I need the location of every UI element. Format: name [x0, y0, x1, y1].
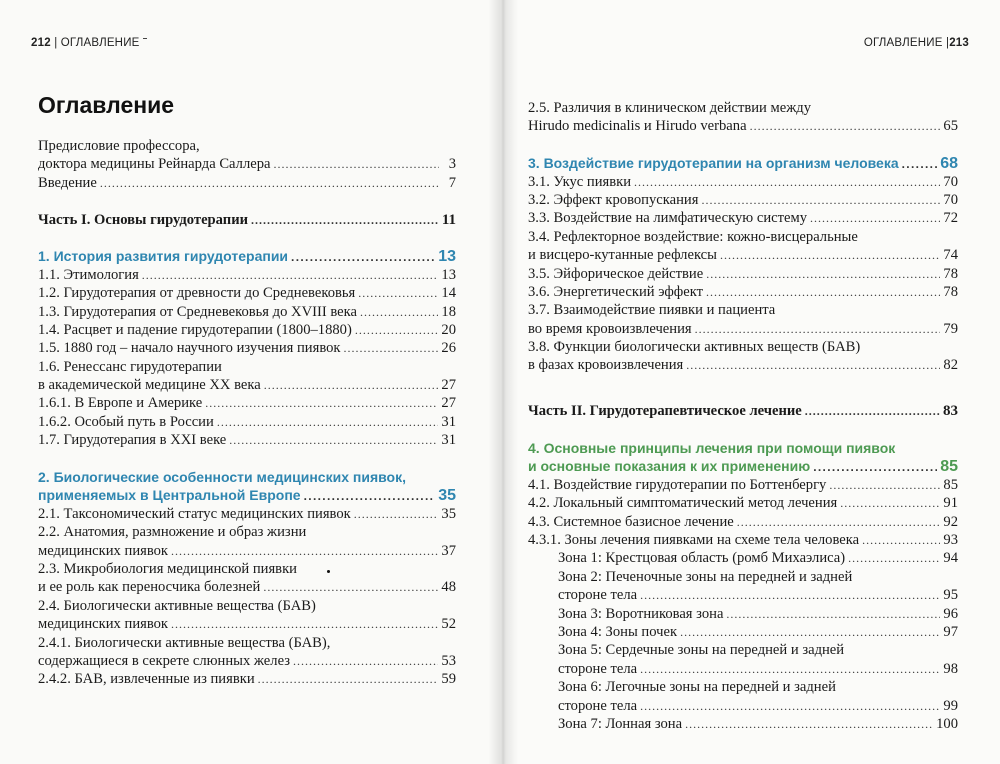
toc-entry [528, 641, 958, 659]
toc-dot-leader [902, 154, 938, 173]
toc-spacer [528, 393, 958, 402]
toc-entry-page: 52 [441, 616, 456, 633]
toc-entry-page: 31 [441, 413, 456, 430]
toc-entry-page: 7 [448, 174, 456, 191]
toc-dot-leader [706, 283, 940, 301]
toc-entry-title: доктора медицины Рейнарда Саллера [38, 156, 271, 173]
toc-entry [528, 283, 958, 301]
toc-entry-page: 68 [940, 155, 958, 173]
toc-entry-page: 31 [441, 432, 456, 449]
toc-entry-title: содержащиеся в секрете слюнных желез [38, 652, 290, 669]
toc-entry-page: 48 [441, 579, 456, 596]
toc-entry-title: Введение [38, 174, 97, 191]
book-spine-shadow [488, 0, 518, 764]
toc-dot-leader [680, 623, 940, 641]
toc-dot-leader [344, 339, 439, 357]
toc-entry-title: и висцеро-кутанные рефлексы [528, 247, 717, 264]
toc-entry [38, 174, 456, 192]
left-running-head [31, 37, 140, 49]
toc-entry-title: стороне тела [558, 697, 638, 714]
toc-entry [528, 173, 958, 191]
toc-entry-page: 14 [441, 285, 456, 302]
toc-dot-leader [840, 494, 940, 512]
toc-entry-page: 65 [943, 118, 958, 135]
toc-dot-leader [726, 605, 940, 623]
toc-entry-page: 92 [943, 513, 958, 530]
toc-entry-page: 99 [943, 697, 958, 714]
toc-dot-leader [355, 321, 439, 339]
toc-entry-page: 93 [943, 531, 958, 548]
toc-dot-leader [848, 549, 940, 567]
toc-entry-title: 4.3. Системное базисное лечение [528, 513, 734, 530]
toc-dot-leader [640, 586, 940, 604]
toc-entry [528, 117, 958, 135]
toc-entry [528, 586, 958, 604]
toc-dot-leader [360, 303, 438, 321]
toc-entry-page: 79 [943, 320, 958, 337]
toc-entry [528, 623, 958, 641]
toc-entry [528, 549, 958, 567]
toc-entry-page: 95 [943, 587, 958, 604]
left-head-title: ОГЛАВЛЕНИЕ [60, 37, 140, 49]
toc-dot-leader [273, 155, 439, 173]
toc-entry-title: 3.1. Укус пиявки [528, 173, 632, 190]
toc-entry-title: Зона 6: Легочные зоны на передней и задней [558, 679, 836, 696]
toc-entry-title: 2.2. Анатомия, размножение и образ жизни [38, 524, 307, 541]
toc-entry-page: 85 [943, 476, 958, 493]
toc-dot-leader [813, 457, 937, 476]
toc-entry-title: 2.5. Различия в клиническом действии между [528, 100, 811, 116]
toc-dot-leader [264, 376, 439, 394]
toc-dot-leader [737, 513, 941, 531]
toc-entry [528, 678, 958, 696]
toc-entry-title: Предисловие профессора, [38, 138, 200, 154]
toc-dot-leader [706, 265, 940, 283]
toc-entry [38, 505, 456, 523]
toc-entry-page: 94 [943, 550, 958, 567]
toc-entry-title: 4.2. Локальный симптоматический метод лечения [528, 495, 838, 512]
toc-dot-leader [805, 402, 940, 420]
toc-entry-title: 2.3. Микробиология медицинской пиявки [38, 560, 297, 577]
toc-entry-title: во время кровоизвлечения [528, 320, 692, 337]
toc-dot-leader [205, 394, 438, 412]
toc-dot-leader [634, 173, 940, 191]
toc-entry-title: 4. Основные принципы лечения при помощи пиявок [528, 440, 896, 457]
toc-entry-page: 27 [441, 377, 456, 394]
toc-entry-page: 97 [943, 623, 958, 640]
toc-entry-page: 26 [441, 340, 456, 357]
toc-chapter-entry [528, 457, 958, 475]
toc-dot-leader [291, 247, 435, 266]
toc-dot-leader [217, 413, 439, 431]
toc-entry [38, 578, 456, 596]
toc-entry [528, 320, 958, 338]
toc-entry-title: и ее роль как переносчика болезней [38, 579, 261, 596]
toc-dot-leader [829, 476, 940, 494]
toc-entry-title: 1.3. Гирудотерапия от Средневековья до XVIII века [38, 303, 357, 320]
toc-entry-page: 78 [943, 283, 958, 300]
toc-entry-page: 96 [943, 605, 958, 622]
toc-entry [38, 431, 456, 449]
toc-entry [38, 394, 456, 412]
toc-entry-title: в академической медицине XX века [38, 377, 261, 394]
toc-entry-title: Зона 7: Лонная зона [558, 715, 683, 732]
toc-entry [528, 660, 958, 678]
toc-dot-leader [685, 715, 933, 733]
toc-entry-page: 72 [943, 210, 958, 227]
toc-entry [528, 356, 958, 374]
toc-part-entry [528, 402, 958, 420]
toc-entry-title: Часть I. Основы гирудотерапии [38, 211, 249, 228]
toc-entry-title: 1.6.2. Особый путь в России [38, 413, 214, 430]
toc-entry [528, 494, 958, 512]
toc-dot-leader [701, 191, 940, 209]
toc-dot-leader [263, 578, 438, 596]
toc-entry-page: 11 [441, 211, 456, 228]
toc-entry [528, 476, 958, 494]
toc-entry [38, 560, 456, 578]
toc-entry-title: Зона 4: Зоны почек [558, 623, 678, 640]
toc-dot-leader [229, 431, 438, 449]
toc-chapter-entry [38, 247, 456, 265]
toc-chapter-entry [528, 439, 958, 457]
toc-dot-leader [304, 486, 436, 505]
toc-spacer [528, 421, 958, 439]
toc-entry-title: стороне тела [558, 660, 638, 677]
toc-entry-title: 3.5. Эйфорическое действие [528, 265, 704, 282]
toc-entry-page: 3 [448, 156, 456, 173]
toc-entry [38, 615, 456, 633]
toc-dot-leader [862, 531, 940, 549]
toc-entry-page: 18 [441, 303, 456, 320]
toc-entry-title: 1.4. Расцвет и падение гирудотерапии (1800–1880) [38, 321, 352, 338]
toc-entry-title: 3.4. Рефлекторное воздействие: кожно-висцеральные [528, 228, 858, 245]
toc-entry-title: 3.2. Эффект кровопускания [528, 191, 699, 208]
toc-dot-leader [354, 505, 439, 523]
toc-dot-leader [251, 211, 439, 229]
toc-entry [38, 155, 456, 173]
toc-entry [528, 209, 958, 227]
toc-dot-leader [686, 356, 940, 374]
toc-entry [38, 670, 456, 688]
toc-dot-leader [358, 284, 438, 302]
toc-entry [38, 542, 456, 560]
toc-dot-leader [810, 209, 940, 227]
toc-entry-title: 2. Биологические особенности медицинских пиявок, [38, 469, 406, 486]
toc-spacer [528, 375, 958, 393]
toc-entry-title: 1.6. Ренессанс гирудотерапии [38, 358, 222, 375]
toc-entry-page: 37 [441, 542, 456, 559]
toc-entry-page: 74 [943, 247, 958, 264]
toc-entry-title: медицинских пиявок [38, 542, 169, 559]
toc-entry [38, 523, 456, 541]
toc-entry [38, 137, 456, 155]
toc-spacer [38, 229, 456, 247]
toc-entry [38, 303, 456, 321]
toc-dot-leader [640, 660, 940, 678]
toc-entry [528, 228, 958, 246]
toc-entry-title: 1. История развития гирудотерапии [38, 248, 289, 265]
right-running-head [864, 37, 969, 49]
toc-dot-leader [640, 697, 940, 715]
left-page-number: 212 [31, 37, 51, 49]
toc-entry [528, 605, 958, 623]
toc-entry-title: Зона 1: Крестцовая область (ромб Михаэлиса) [558, 550, 846, 567]
toc-entry-title: 1.6.1. В Европе и Америке [38, 395, 203, 412]
toc-entry-page: 78 [943, 265, 958, 282]
toc-entry-page: 82 [943, 357, 958, 374]
toc-dot-leader [142, 266, 439, 284]
toc-entry-page: 100 [936, 715, 958, 732]
toc-entry-title: 3.8. Функции биологически активных веществ (БАВ) [528, 339, 861, 356]
toc-entry-page: 13 [441, 266, 456, 283]
toc-spacer [528, 136, 958, 154]
toc-spacer [38, 192, 456, 210]
toc-part-entry [38, 211, 456, 229]
toc-entry-title: 3. Воздействие гирудотерапии на организм человека [528, 155, 899, 172]
toc-entry-title: 3.6. Энергетический эффект [528, 283, 703, 300]
toc-entry [38, 266, 456, 284]
toc-entry-page: 13 [438, 248, 456, 266]
toc-entry-page: 27 [441, 395, 456, 412]
toc-entry [528, 338, 958, 356]
toc-entry-title: медицинских пиявок [38, 616, 169, 633]
toc-entry [528, 99, 958, 117]
toc-entry [528, 568, 958, 586]
toc-entry-title: Зона 2: Печеночные зоны на передней и задней [558, 568, 853, 585]
toc-dot-leader [293, 652, 438, 670]
toc-entry [528, 697, 958, 715]
toc-dot-leader [171, 542, 438, 560]
toc-entry-page: 85 [940, 458, 958, 476]
toc-entry-title: 2.1. Таксономический статус медицинских пиявок [38, 505, 351, 522]
toc-entry-title: 4.3.1. Зоны лечения пиявками на схеме тела человека [528, 531, 860, 548]
toc-entry-title: 1.2. Гирудотерапия от древности до Средневековья [38, 285, 356, 302]
right-toc [528, 99, 958, 733]
toc-entry-page: 98 [943, 660, 958, 677]
toc-entry [528, 265, 958, 283]
right-head-title: ОГЛАВЛЕНИЕ [863, 37, 943, 49]
toc-spacer [38, 450, 456, 468]
toc-entry-title: 1.5. 1880 год – начало научного изучения пиявок [38, 340, 341, 357]
toc-entry-page: 53 [441, 652, 456, 669]
toc-entry-page: 35 [441, 505, 456, 522]
toc-entry [38, 652, 456, 670]
toc-chapter-entry [528, 154, 958, 172]
toc-chapter-entry [38, 468, 456, 486]
toc-entry-page: 20 [441, 321, 456, 338]
toc-dot-leader [171, 615, 438, 633]
toc-entry [38, 321, 456, 339]
toc-entry-title: Часть II. Гирудотерапевтическое лечение [528, 403, 802, 420]
toc-entry-title: Hirudo medicinalis и Hirudo verbana [528, 118, 747, 135]
right-head-separator: | [942, 37, 950, 49]
toc-entry [38, 376, 456, 394]
toc-entry [528, 301, 958, 319]
toc-entry-title: 2.4.1. Биологически активные вещества (БАВ), [38, 634, 331, 651]
toc-entry [38, 358, 456, 376]
toc-entry [38, 339, 456, 357]
toc-entry-title: 2.4. Биологически активные вещества (БАВ) [38, 597, 316, 614]
toc-entry-title: применяемых в Центральной Европе [38, 487, 301, 504]
toc-dot-leader [720, 246, 940, 264]
left-toc [38, 137, 456, 689]
toc-entry-title: стороне тела [558, 587, 638, 604]
toc-entry [38, 634, 456, 652]
toc-entry-title: 1.1. Этимология [38, 266, 139, 283]
toc-entry [528, 513, 958, 531]
toc-entry-page: 70 [943, 191, 958, 208]
toc-entry-page: 70 [943, 173, 958, 190]
toc-entry-title: в фазах кровоизвлечения [528, 357, 684, 374]
toc-entry-title: 4.1. Воздействие гирудотерапии по Боттенбергу [528, 476, 827, 493]
toc-dot-leader [258, 670, 439, 688]
print-dot [327, 570, 330, 573]
toc-entry-page: 59 [441, 671, 456, 688]
toc-heading: Оглавление [38, 92, 175, 118]
toc-entry-page: 35 [438, 487, 456, 505]
toc-chapter-entry [38, 486, 456, 504]
toc-entry-title: 3.7. Взаимодействие пиявки и пациента [528, 302, 776, 319]
toc-entry-title: 1.7. Гирудотерапия в XXI веке [38, 432, 227, 449]
right-page-number: 213 [949, 37, 969, 49]
toc-dot-leader [100, 174, 439, 192]
left-head-separator: | [50, 37, 61, 49]
toc-dot-leader [695, 320, 941, 338]
toc-entry-page: 83 [943, 403, 958, 420]
toc-entry-title: 2.4.2. БАВ, извлеченные из пиявки [38, 671, 255, 688]
right-page [500, 0, 1000, 764]
toc-entry [528, 531, 958, 549]
toc-entry [528, 191, 958, 209]
toc-entry-title: Зона 5: Сердечные зоны на передней и задней [558, 642, 845, 659]
toc-dot-leader [750, 117, 941, 135]
toc-entry-title: и основные показания к их применению [528, 458, 811, 475]
toc-entry [528, 246, 958, 264]
toc-entry [38, 597, 456, 615]
toc-entry-title: Зона 3: Воротниковая зона [558, 605, 724, 622]
toc-entry [38, 413, 456, 431]
toc-entry [528, 715, 958, 733]
toc-entry [38, 284, 456, 302]
print-mark [143, 38, 147, 39]
toc-entry-title: 3.3. Воздействие на лимфатическую систему [528, 210, 808, 227]
toc-entry-page: 91 [943, 495, 958, 512]
